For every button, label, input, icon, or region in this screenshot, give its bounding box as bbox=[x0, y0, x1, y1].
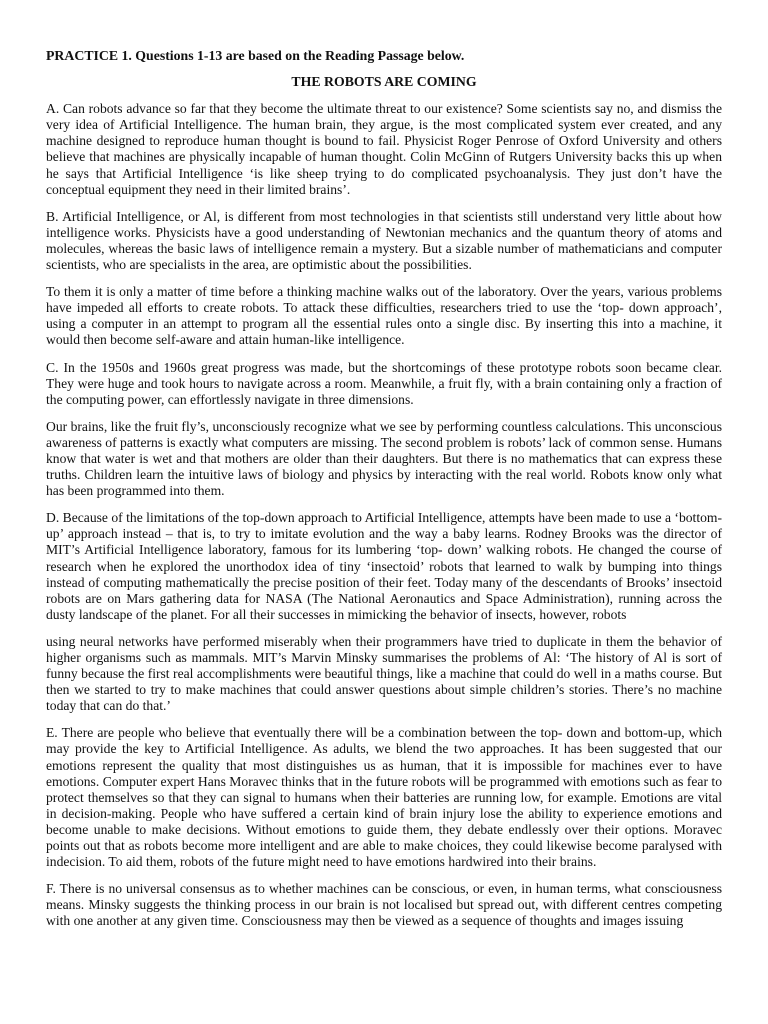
paragraph-b: B. Artificial Intelligence, or Al, is different from most technologies in that scientists still understand very little about how intelligence works. Physicists have a good understanding of Newtonian mechanics and the quantum theory of atoms and molecules, whereas the basic laws of intelligence remain a mystery. But a sizable number of mathematicians and computer scientists, who are specialists in the area, are optimistic about the possibilities. bbox=[46, 208, 722, 273]
paragraph-f: F. There is no universal consensus as to whether machines can be conscious, or even, in human terms, what consciousness means. Minsky suggests the thinking process in our brain is not localised but spread out, with different centres competing with one another at any given time. Consciousness may then be viewed as a sequence of thoughts and images issuing bbox=[46, 881, 722, 929]
paragraph-d: D. Because of the limitations of the top-down approach to Artificial Intelligence, attempts have been made to use a ‘bottom-up’ approach instead – that is, to try to imitate evolution and the way a baby learns. Rodney Brooks was the director of MIT’s Artificial Intelligence laboratory, famous for its lumbering ‘top- down’ walking robots. He changed the course of research when he explored the unorthodox idea of tiny ‘insectoid’ robots that learned to walk by bumping into things instead of computing mathematically the precise position of their feet. Today many of the descendants of Brooks’ insectoid robots are on Mars gathering data for NASA (The National Aeronautics and Space Administration), running across the dusty landscape of the planet. For all their successes in mimicking the behavior of insects, however, robots bbox=[46, 510, 722, 622]
paragraph-c: C. In the 1950s and 1960s great progress was made, but the shortcomings of these prototype robots soon became clear. They were huge and took hours to navigate across a room. Meanwhile, a fruit fly, with a brain containing only a fraction of the computing power, can effortlessly navigate in three dimensions. bbox=[46, 359, 722, 407]
paragraph-b-continued: To them it is only a matter of time before a thinking machine walks out of the laboratory. Over the years, various problems have impeded all efforts to create robots. To attack these difficulties, researchers tried to use the ‘top- down approach’, using a computer in an attempt to program all the essential rules onto a single disc. By inserting this into a machine, it would then become self-aware and attain human-like intelligence. bbox=[46, 284, 722, 348]
paragraph-d-continued: using neural networks have performed miserably when their programmers have tried to duplicate in them the behavior of higher organisms such as mammals. MIT’s Marvin Minsky summarises the problems of Al: ‘The history of Al is sort of funny because the first real accomplishments were beautiful things, like a machine that could do well in a maths course. But then we started to try to make machines that could answer questions about simple children’s stories. There’s no machine today that can do that.’ bbox=[46, 633, 722, 714]
paragraph-e: E. There are people who believe that eventually there will be a combination between the top- down and bottom-up, which may provide the key to Artificial Intelligence. As adults, we blend the two approaches. It has been suggested that our emotions represent the quality that most distinguishes us as human, that it is impossible for machines ever to have emotions. Computer expert Hans Moravec thinks that in the future robots will be programmed with emotions such as fear to protect themselves so that they can signal to humans when their batteries are running low, for example. Emotions are vital in decision-making. People who have suffered a certain kind of brain injury lose the ability to experience emotions and become unable to make decisions. Without emotions to guide them, they debate endlessly over their options. Moravec points out that as robots become more intelligent and are able to make choices, they could likewise become paralysed with indecision. To aid them, robots of the future might need to have emotions hardwired into their brains. bbox=[46, 725, 722, 870]
document-page bbox=[46, 48, 722, 941]
practice-heading: PRACTICE 1. Questions 1-13 are based on the Reading Passage below. bbox=[46, 48, 465, 63]
passage-title: THE ROBOTS ARE COMING bbox=[291, 74, 477, 90]
paragraph-c-continued: Our brains, like the fruit fly’s, unconsciously recognize what we see by performing countless calculations. This unconscious awareness of patterns is exactly what computers are missing. The second problem is robots’ lack of common sense. Humans know that water is wet and that mothers are older than their daughters. But there is no mathematics that can express these truths. Children learn the intuitive laws of biology and physics by interacting with the real world. Robots know only what has been programmed into them. bbox=[46, 418, 722, 499]
paragraph-a: A. Can robots advance so far that they become the ultimate threat to our existence? Some scientists say no, and dismiss the very idea of Artificial Intelligence. The human brain, they argue, is the most complicated system ever created, and any machine designed to reproduce human thought is bound to fail. Physicist Roger Penrose of Oxford University and others believe that machines are physically incapable of human thought. Colin McGinn of Rutgers University backs this up when he says that Artificial Intelligence ‘is like sheep trying to do complicated psychoanalysis. They just don’t have the conceptual equipment they need in their limited brains’. bbox=[46, 101, 722, 197]
